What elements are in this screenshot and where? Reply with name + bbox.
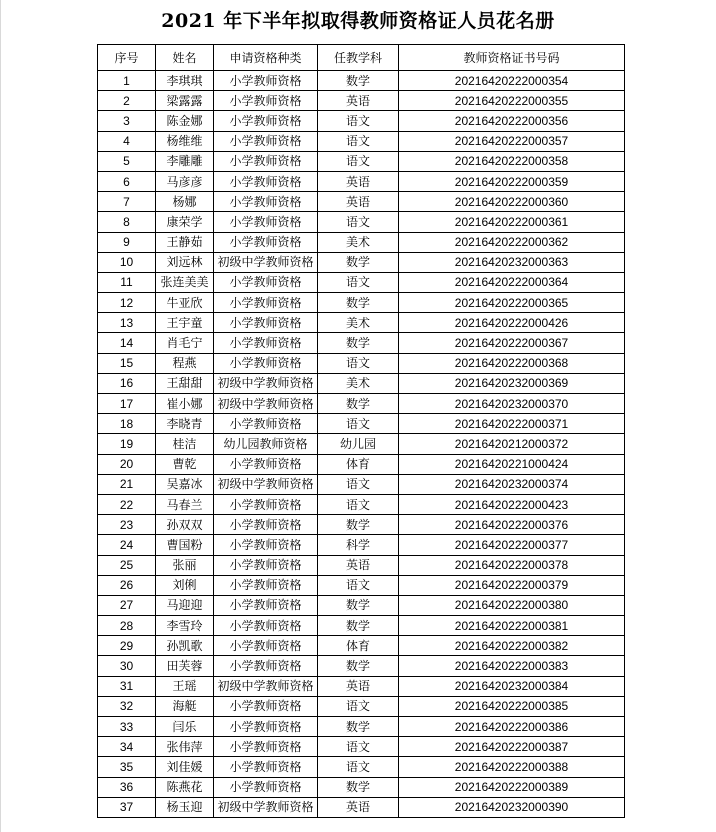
- certificate-number-cell: 20216420221000424: [399, 454, 625, 474]
- certificate-number-cell: 20216420222000381: [399, 616, 625, 636]
- subject-cell: 英语: [318, 797, 399, 817]
- table-row: [98, 313, 625, 333]
- table-row: [98, 131, 625, 151]
- certificate-number-cell: 20216420222000423: [399, 494, 625, 514]
- seq-cell: 25: [98, 555, 156, 575]
- seq-cell: 9: [98, 232, 156, 252]
- header-name: 姓名: [156, 45, 214, 71]
- name-cell: 王静茹: [156, 232, 214, 252]
- table-row: [98, 535, 625, 555]
- qualification-cell: 小学教师资格: [214, 616, 318, 636]
- seq-cell: 33: [98, 717, 156, 737]
- subject-cell: 英语: [318, 555, 399, 575]
- name-cell: 马彦彦: [156, 171, 214, 191]
- qualification-cell: 小学教师资格: [214, 737, 318, 757]
- qualification-cell: 小学教师资格: [214, 272, 318, 292]
- qualification-cell: 初级中学教师资格: [214, 797, 318, 817]
- name-cell: 李雪玲: [156, 616, 214, 636]
- subject-cell: 语文: [318, 757, 399, 777]
- table-row: [98, 434, 625, 454]
- subject-cell: 语文: [318, 696, 399, 716]
- certificate-number-cell: 20216420222000389: [399, 777, 625, 797]
- table-row: [98, 575, 625, 595]
- seq-cell: 13: [98, 313, 156, 333]
- qualification-cell: 小学教师资格: [214, 555, 318, 575]
- seq-cell: 12: [98, 293, 156, 313]
- table-row: [98, 737, 625, 757]
- name-cell: 杨娜: [156, 192, 214, 212]
- qualification-cell: 小学教师资格: [214, 333, 318, 353]
- seq-cell: 1: [98, 71, 156, 91]
- qualification-cell: 小学教师资格: [214, 192, 318, 212]
- table-row: [98, 293, 625, 313]
- table-body: [98, 71, 625, 818]
- certificate-number-cell: 20216420222000359: [399, 171, 625, 191]
- subject-cell: 数学: [318, 333, 399, 353]
- qualification-cell: 小学教师资格: [214, 515, 318, 535]
- subject-cell: 语文: [318, 131, 399, 151]
- seq-cell: 18: [98, 414, 156, 434]
- table-row: [98, 212, 625, 232]
- qualification-cell: 小学教师资格: [214, 91, 318, 111]
- qualification-cell: 小学教师资格: [214, 171, 318, 191]
- table-row: [98, 394, 625, 414]
- seq-cell: 27: [98, 595, 156, 615]
- roster-table: [97, 44, 625, 818]
- certificate-number-cell: 20216420222000380: [399, 595, 625, 615]
- name-cell: 杨玉迎: [156, 797, 214, 817]
- name-cell: 王瑶: [156, 676, 214, 696]
- name-cell: 李琪琪: [156, 71, 214, 91]
- name-cell: 吴嘉冰: [156, 474, 214, 494]
- certificate-number-cell: 20216420222000356: [399, 111, 625, 131]
- table-row: [98, 494, 625, 514]
- header-qualification-type: 申请资格种类: [214, 45, 318, 71]
- name-cell: 田芙蓉: [156, 656, 214, 676]
- seq-cell: 36: [98, 777, 156, 797]
- qualification-cell: 小学教师资格: [214, 151, 318, 171]
- subject-cell: 科学: [318, 535, 399, 555]
- subject-cell: 数学: [318, 656, 399, 676]
- subject-cell: 语文: [318, 474, 399, 494]
- certificate-number-cell: 20216420212000372: [399, 434, 625, 454]
- header-subject: 任教学科: [318, 45, 399, 71]
- certificate-number-cell: 20216420232000384: [399, 676, 625, 696]
- certificate-number-cell: 20216420222000379: [399, 575, 625, 595]
- seq-cell: 22: [98, 494, 156, 514]
- qualification-cell: 小学教师资格: [214, 71, 318, 91]
- name-cell: 刘佳媛: [156, 757, 214, 777]
- certificate-number-cell: 20216420222000361: [399, 212, 625, 232]
- certificate-number-cell: 20216420222000362: [399, 232, 625, 252]
- table-header-row: [98, 45, 625, 71]
- table-row: [98, 616, 625, 636]
- qualification-cell: 小学教师资格: [214, 111, 318, 131]
- qualification-cell: 小学教师资格: [214, 454, 318, 474]
- subject-cell: 数学: [318, 515, 399, 535]
- seq-cell: 28: [98, 616, 156, 636]
- seq-cell: 7: [98, 192, 156, 212]
- subject-cell: 英语: [318, 171, 399, 191]
- table-row: [98, 696, 625, 716]
- qualification-cell: 初级中学教师资格: [214, 394, 318, 414]
- subject-cell: 数学: [318, 71, 399, 91]
- name-cell: 肖毛宁: [156, 333, 214, 353]
- table-row: [98, 414, 625, 434]
- seq-cell: 2: [98, 91, 156, 111]
- table-row: [98, 111, 625, 131]
- subject-cell: 语文: [318, 111, 399, 131]
- seq-cell: 14: [98, 333, 156, 353]
- subject-cell: 数学: [318, 595, 399, 615]
- name-cell: 闫乐: [156, 717, 214, 737]
- certificate-number-cell: 20216420222000358: [399, 151, 625, 171]
- table-row: [98, 636, 625, 656]
- certificate-number-cell: 20216420222000357: [399, 131, 625, 151]
- subject-cell: 数学: [318, 777, 399, 797]
- seq-cell: 37: [98, 797, 156, 817]
- qualification-cell: 初级中学教师资格: [214, 252, 318, 272]
- header-seq: 序号: [98, 45, 156, 71]
- table-row: [98, 797, 625, 817]
- table-row: [98, 373, 625, 393]
- qualification-cell: 小学教师资格: [214, 494, 318, 514]
- name-cell: 孙凯歌: [156, 636, 214, 656]
- qualification-cell: 小学教师资格: [214, 656, 318, 676]
- seq-cell: 19: [98, 434, 156, 454]
- certificate-number-cell: 20216420222000360: [399, 192, 625, 212]
- name-cell: 李雕雕: [156, 151, 214, 171]
- name-cell: 张连美美: [156, 272, 214, 292]
- table-row: [98, 353, 625, 373]
- seq-cell: 30: [98, 656, 156, 676]
- subject-cell: 语文: [318, 212, 399, 232]
- subject-cell: 语文: [318, 414, 399, 434]
- seq-cell: 21: [98, 474, 156, 494]
- certificate-number-cell: 20216420222000382: [399, 636, 625, 656]
- seq-cell: 24: [98, 535, 156, 555]
- certificate-number-cell: 20216420232000390: [399, 797, 625, 817]
- table-row: [98, 656, 625, 676]
- seq-cell: 6: [98, 171, 156, 191]
- name-cell: 牛亚欣: [156, 293, 214, 313]
- certificate-number-cell: 20216420232000370: [399, 394, 625, 414]
- table-row: [98, 676, 625, 696]
- certificate-number-cell: 20216420232000369: [399, 373, 625, 393]
- qualification-cell: 小学教师资格: [214, 535, 318, 555]
- subject-cell: 英语: [318, 91, 399, 111]
- qualification-cell: 小学教师资格: [214, 575, 318, 595]
- name-cell: 陈金娜: [156, 111, 214, 131]
- qualification-cell: 小学教师资格: [214, 313, 318, 333]
- table-row: [98, 717, 625, 737]
- table-row: [98, 151, 625, 171]
- certificate-number-cell: 20216420222000371: [399, 414, 625, 434]
- name-cell: 李晓青: [156, 414, 214, 434]
- qualification-cell: 小学教师资格: [214, 636, 318, 656]
- certificate-number-cell: 20216420232000363: [399, 252, 625, 272]
- subject-cell: 体育: [318, 636, 399, 656]
- subject-cell: 数学: [318, 717, 399, 737]
- table-row: [98, 757, 625, 777]
- name-cell: 刘俐: [156, 575, 214, 595]
- subject-cell: 数学: [318, 293, 399, 313]
- table-row: [98, 71, 625, 91]
- name-cell: 王宇童: [156, 313, 214, 333]
- table-row: [98, 171, 625, 191]
- seq-cell: 5: [98, 151, 156, 171]
- seq-cell: 35: [98, 757, 156, 777]
- certificate-number-cell: 20216420222000355: [399, 91, 625, 111]
- page-title: 2021 年下半年拟取得教师资格证人员花名册: [161, 10, 555, 32]
- subject-cell: 语文: [318, 737, 399, 757]
- subject-cell: 语文: [318, 151, 399, 171]
- certificate-number-cell: 20216420222000377: [399, 535, 625, 555]
- seq-cell: 10: [98, 252, 156, 272]
- name-cell: 康荣学: [156, 212, 214, 232]
- qualification-cell: 小学教师资格: [214, 353, 318, 373]
- seq-cell: 3: [98, 111, 156, 131]
- certificate-number-cell: 20216420222000378: [399, 555, 625, 575]
- certificate-number-cell: 20216420222000383: [399, 656, 625, 676]
- qualification-cell: 小学教师资格: [214, 414, 318, 434]
- certificate-number-cell: 20216420222000426: [399, 313, 625, 333]
- subject-cell: 语文: [318, 353, 399, 373]
- qualification-cell: 初级中学教师资格: [214, 676, 318, 696]
- subject-cell: 语文: [318, 272, 399, 292]
- table-row: [98, 91, 625, 111]
- qualification-cell: 小学教师资格: [214, 131, 318, 151]
- name-cell: 桂洁: [156, 434, 214, 454]
- subject-cell: 数学: [318, 394, 399, 414]
- qualification-cell: 小学教师资格: [214, 777, 318, 797]
- seq-cell: 26: [98, 575, 156, 595]
- seq-cell: 15: [98, 353, 156, 373]
- qualification-cell: 幼儿园教师资格: [214, 434, 318, 454]
- qualification-cell: 小学教师资格: [214, 696, 318, 716]
- name-cell: 陈燕花: [156, 777, 214, 797]
- seq-cell: 8: [98, 212, 156, 232]
- table-row: [98, 454, 625, 474]
- certificate-number-cell: 20216420222000364: [399, 272, 625, 292]
- certificate-number-cell: 20216420222000386: [399, 717, 625, 737]
- table-row: [98, 192, 625, 212]
- subject-cell: 美术: [318, 232, 399, 252]
- certificate-number-cell: 20216420222000368: [399, 353, 625, 373]
- qualification-cell: 小学教师资格: [214, 717, 318, 737]
- name-cell: 曹国粉: [156, 535, 214, 555]
- certificate-number-cell: 20216420222000365: [399, 293, 625, 313]
- certificate-number-cell: 20216420222000354: [399, 71, 625, 91]
- header-certificate-number: 教师资格证书号码: [399, 45, 625, 71]
- subject-cell: 体育: [318, 454, 399, 474]
- table-row: [98, 777, 625, 797]
- subject-cell: 语文: [318, 575, 399, 595]
- subject-cell: 英语: [318, 676, 399, 696]
- table-row: [98, 515, 625, 535]
- name-cell: 张伟萍: [156, 737, 214, 757]
- certificate-number-cell: 20216420222000367: [399, 333, 625, 353]
- name-cell: 杨维维: [156, 131, 214, 151]
- certificate-number-cell: 20216420222000376: [399, 515, 625, 535]
- qualification-cell: 小学教师资格: [214, 232, 318, 252]
- table-row: [98, 232, 625, 252]
- seq-cell: 29: [98, 636, 156, 656]
- certificate-number-cell: 20216420222000385: [399, 696, 625, 716]
- name-cell: 刘远林: [156, 252, 214, 272]
- table-row: [98, 333, 625, 353]
- name-cell: 马迎迎: [156, 595, 214, 615]
- certificate-number-cell: 20216420222000388: [399, 757, 625, 777]
- certificate-number-cell: 20216420232000374: [399, 474, 625, 494]
- name-cell: 海艇: [156, 696, 214, 716]
- qualification-cell: 小学教师资格: [214, 757, 318, 777]
- qualification-cell: 小学教师资格: [214, 293, 318, 313]
- qualification-cell: 小学教师资格: [214, 212, 318, 232]
- name-cell: 崔小娜: [156, 394, 214, 414]
- name-cell: 马春兰: [156, 494, 214, 514]
- subject-cell: 数学: [318, 616, 399, 636]
- seq-cell: 11: [98, 272, 156, 292]
- table-row: [98, 272, 625, 292]
- subject-cell: 语文: [318, 494, 399, 514]
- subject-cell: 幼儿园: [318, 434, 399, 454]
- seq-cell: 17: [98, 394, 156, 414]
- seq-cell: 32: [98, 696, 156, 716]
- table-row: [98, 555, 625, 575]
- seq-cell: 34: [98, 737, 156, 757]
- table-row: [98, 595, 625, 615]
- name-cell: 曹乾: [156, 454, 214, 474]
- seq-cell: 16: [98, 373, 156, 393]
- name-cell: 梁露露: [156, 91, 214, 111]
- seq-cell: 23: [98, 515, 156, 535]
- table-row: [98, 474, 625, 494]
- name-cell: 王甜甜: [156, 373, 214, 393]
- subject-cell: 英语: [318, 192, 399, 212]
- seq-cell: 20: [98, 454, 156, 474]
- name-cell: 孙双双: [156, 515, 214, 535]
- seq-cell: 31: [98, 676, 156, 696]
- qualification-cell: 小学教师资格: [214, 595, 318, 615]
- subject-cell: 数学: [318, 252, 399, 272]
- subject-cell: 美术: [318, 373, 399, 393]
- certificate-number-cell: 20216420222000387: [399, 737, 625, 757]
- name-cell: 程燕: [156, 353, 214, 373]
- qualification-cell: 初级中学教师资格: [214, 474, 318, 494]
- subject-cell: 美术: [318, 313, 399, 333]
- table-row: [98, 252, 625, 272]
- name-cell: 张丽: [156, 555, 214, 575]
- qualification-cell: 初级中学教师资格: [214, 373, 318, 393]
- seq-cell: 4: [98, 131, 156, 151]
